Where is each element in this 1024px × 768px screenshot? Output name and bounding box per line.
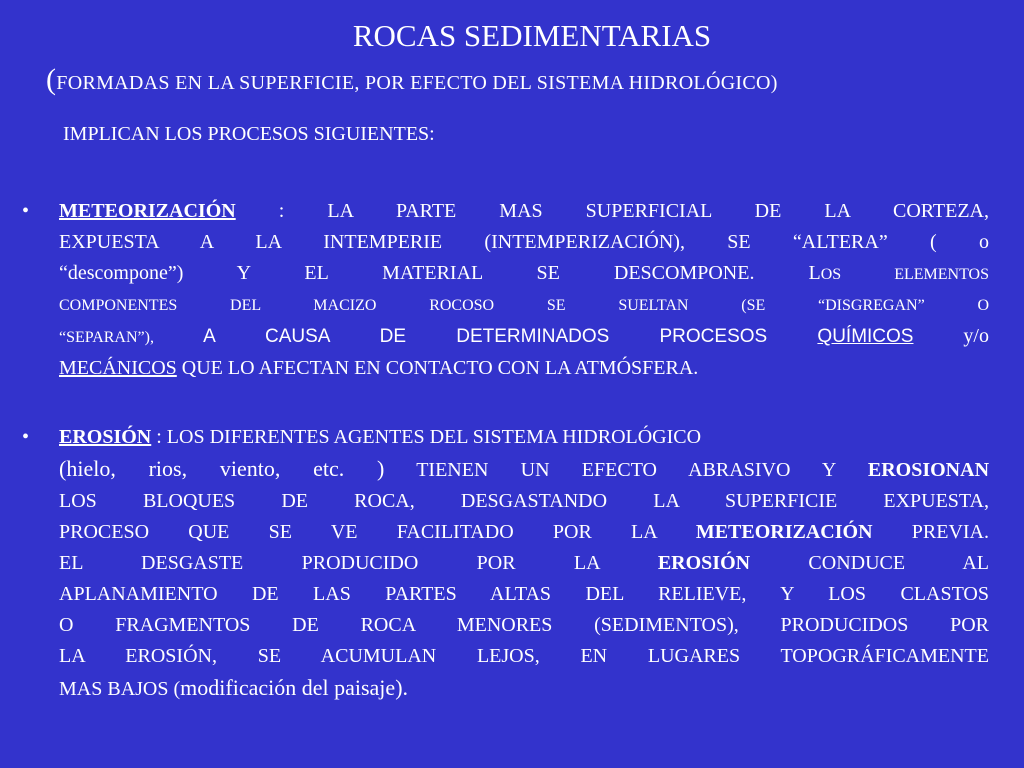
meteorizacion-mecanicos: MECÁNICOS — [59, 357, 177, 379]
meteorizacion-line-2: EXPUESTA A LA INTEMPERIE (INTEMPERIZACIÓN), SE “ALTERA” ( o — [59, 231, 989, 253]
erosion-line-9 — [59, 672, 989, 705]
meteorizacion-l1: : LA PARTE MAS SUPERFICIAL DE LA CORTEZA, — [235, 200, 989, 222]
erosion-erosion-bold: EROSIÓN — [657, 552, 751, 574]
meteorizacion-line-6 — [59, 353, 989, 384]
meteorizacion-line-1 — [59, 196, 989, 227]
erosion-line-7: O FRAGMENTOS DE ROCA MENORES (SEDIMENTOS), PRODUCIDOS POR — [59, 614, 989, 636]
meteorizacion-l3b: OS ELEMENTOS — [820, 266, 990, 283]
slide-subtitle — [46, 62, 778, 101]
meteorizacion-paragraph — [59, 196, 989, 384]
meteorizacion-l3a: “descompone”) Y EL MATERIAL SE DESCOMPONE. L — [59, 262, 821, 284]
meteorizacion-l5b: A CAUSA DE DETERMINADOS PROCESOS — [153, 326, 818, 347]
meteorizacion-term: METEORIZACIÓN — [59, 200, 236, 222]
erosion-l1: : LOS DIFERENTES AGENTES DEL SISTEMA HIDROLÓGICO — [151, 426, 702, 448]
erosion-line-4 — [59, 517, 989, 548]
erosion-modificacion: modificación del paisaje — [180, 675, 396, 700]
subtitle-close-paren: ) — [770, 72, 778, 94]
slide-title: ROCAS SEDIMENTARIAS — [352, 18, 712, 53]
meteorizacion-line-4: COMPONENTES DEL MACIZO ROCOSO SE SUELTAN (SE “DISGREGAN” O — [59, 297, 989, 314]
subtitle-text: FORMADAS EN LA SUPERFICIE, POR EFECTO DEL SISTEMA HIDROLÓGICO — [56, 72, 771, 94]
erosion-l5a: EL DESGASTE PRODUCIDO POR LA — [59, 552, 658, 574]
meteorizacion-quimicos: QUÍMICOS — [817, 326, 914, 347]
erosion-line-1 — [59, 422, 989, 453]
meteorizacion-line-3 — [59, 258, 989, 290]
erosion-l4c: PREVIA. — [872, 521, 989, 543]
erosion-term: EROSIÓN — [59, 426, 152, 448]
erosion-line-8: LA EROSIÓN, SE ACUMULAN LEJOS, EN LUGARES TOPOGRÁFICAMENTE — [59, 645, 989, 667]
erosion-l5c: CONDUCE AL — [750, 552, 990, 574]
erosion-line-2 — [59, 453, 989, 486]
subtitle-open-paren: ( — [46, 63, 57, 96]
erosion-l9c: ). — [395, 675, 409, 700]
intro-text: IMPLICAN LOS PROCESOS SIGUIENTES: — [63, 123, 435, 145]
erosion-l9a: MAS BAJOS ( — [59, 678, 181, 700]
erosion-line-5 — [59, 548, 989, 579]
bullet-meteorizacion-icon: • — [22, 200, 30, 222]
erosion-meteorizacion: METEORIZACIÓN — [695, 521, 873, 543]
erosion-l2b: TIENEN UN EFECTO ABRASIVO Y — [384, 459, 868, 481]
erosion-l4a: PROCESO QUE SE VE FACILITADO POR LA — [59, 521, 696, 543]
bullet-erosion-icon: • — [22, 426, 30, 448]
erosion-l2a: (hielo, rios, viento, etc. ) — [59, 456, 385, 481]
erosion-line-3: LOS BLOQUES DE ROCA, DESGASTANDO LA SUPERFICIE EXPUESTA, — [59, 490, 989, 512]
erosion-paragraph — [59, 422, 989, 705]
meteorizacion-line-5 — [59, 321, 989, 353]
erosion-line-6: APLANAMIENTO DE LAS PARTES ALTAS DEL RELIEVE, Y LOS CLASTOS — [59, 583, 989, 605]
meteorizacion-l6b: QUE LO AFECTAN EN CONTACTO CON LA ATMÓSFERA. — [176, 357, 699, 379]
meteorizacion-l5d: y/o — [913, 325, 989, 347]
erosion-erosionan: EROSIONAN — [867, 459, 990, 481]
meteorizacion-l5a: “SEPARAN”), — [59, 329, 154, 346]
